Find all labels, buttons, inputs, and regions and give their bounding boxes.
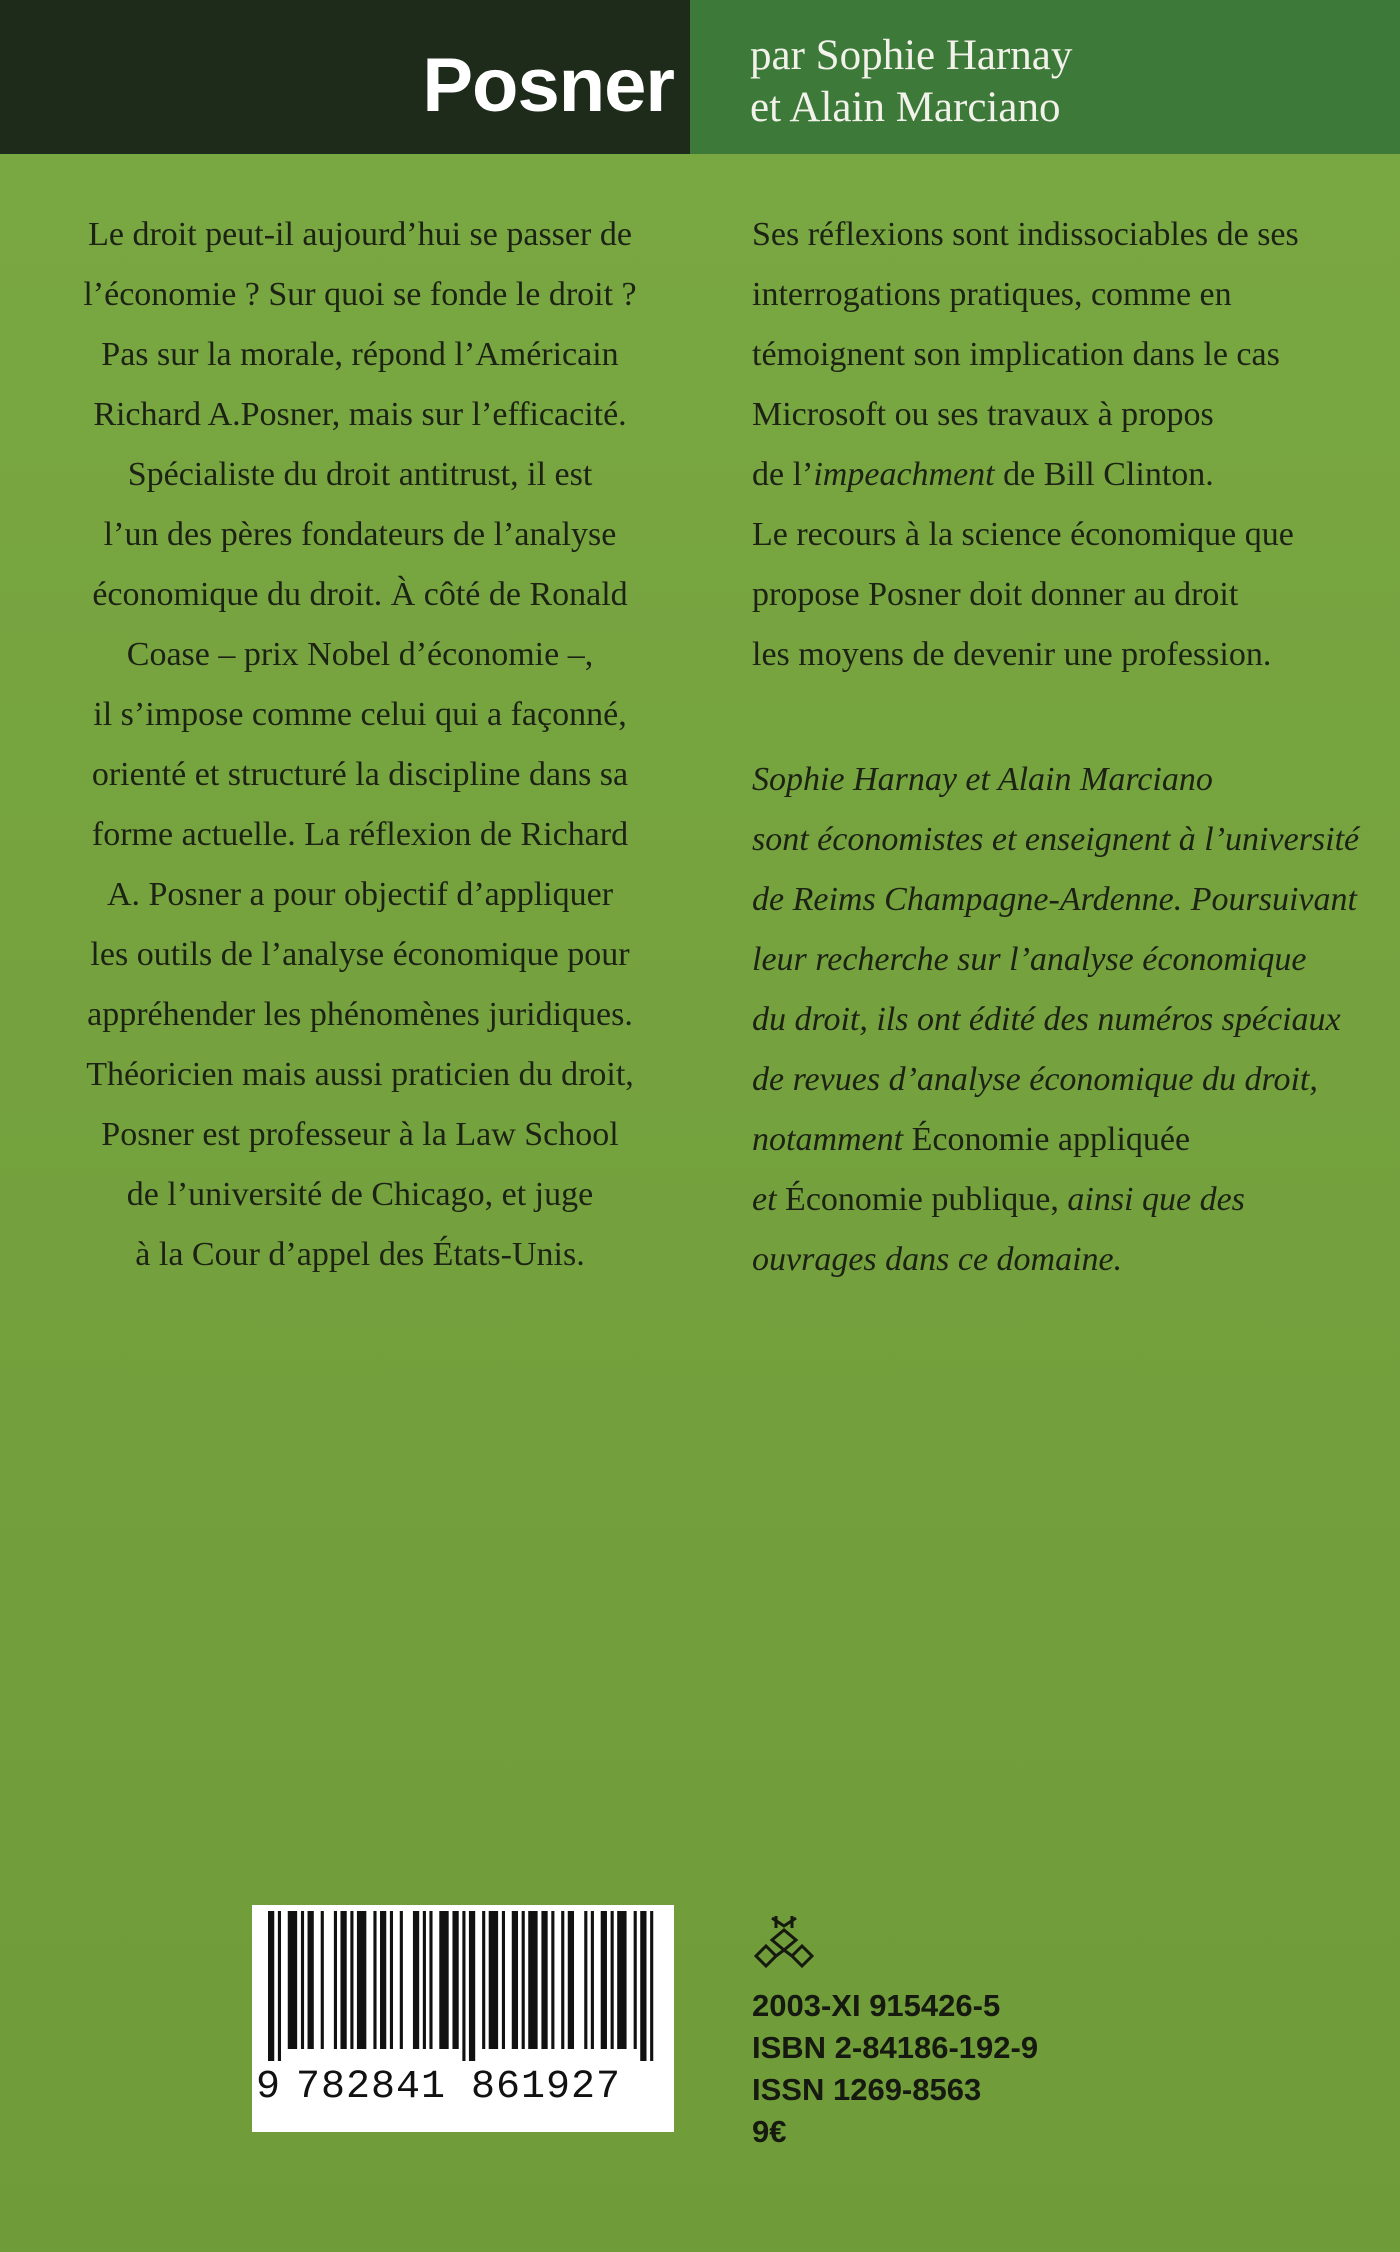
barcode-bar [400,1911,403,2049]
author-bio [752,750,1382,1290]
text-line: économique du droit. À côté de Ronald [92,576,628,613]
barcode-bar [541,1911,547,2049]
barcode-bar [469,1911,475,2061]
text-line: du droit, ils ont édité des numéros spéciaux [752,1001,1341,1038]
barcode-bar [278,1911,281,2061]
book-title: Posner [422,43,674,128]
publication-codes [752,1985,1038,2153]
text-line: forme actuelle. La réflexion de Richard [91,816,629,853]
author-credit [750,30,1072,134]
barcode-bar [340,1911,346,2049]
barcode-bar [551,1911,554,2049]
text-line [752,445,1372,505]
barcode-bar [380,1911,386,2049]
barcode-bar [489,1911,498,2049]
text-line: témoignent son implication dans le cas [752,336,1280,373]
text-fragment: ainsi que des [1058,1181,1245,1218]
barcode-bar [390,1911,393,2049]
text-line [752,1170,1382,1230]
text-line: Richard A.Posner, mais sur l’efficacité. [93,396,627,433]
text-line: Sophie Harnay et Alain Marciano [752,761,1213,798]
issn-code: ISSN 1269-8563 [752,2072,982,2107]
edition-code: 2003-XI 915426-5 [752,1988,1001,2023]
barcode-bar [373,1911,376,2049]
barcode-bar [640,1911,646,2061]
barcode-bar [429,1911,432,2049]
text-line: A. Posner a pour objectif d’appliquer [106,876,614,913]
barcode-bar [584,1911,587,2049]
publisher-logo-icon [752,1912,816,1972]
text-line: interrogations pratiques, comme en [752,276,1232,313]
journal-title: Économie appliquée [903,1121,1191,1158]
barcode-bar [288,1911,297,2049]
barcode-bar [423,1911,426,2049]
barcode-bar [268,1911,274,2061]
barcode-bar [528,1911,537,2049]
text-line: à la Cour d’appel des États-Unis. [135,1236,585,1273]
price-label: 9€ [752,2114,787,2149]
text-line: il s’impose comme celui qui a façonné, [93,696,627,733]
barcode-digits: 782841 861927 [296,2065,622,2110]
text-line: de Reims Champagne-Ardenne. Poursuivant [752,881,1357,918]
text-line: Théoricien mais aussi praticien du droit, [86,1056,634,1093]
barcode-bar [439,1911,448,2049]
text-line: sont économistes et enseignent à l’université [752,821,1360,858]
barcode-bar [321,1911,324,2049]
text-line: orienté et structuré la discipline dans sa [91,756,629,793]
text-line: Le recours à la science économique que [752,516,1294,553]
isbn-barcode [252,1905,674,2132]
barcode-bar [301,1911,304,2049]
barcode-bar [350,1911,353,2049]
text-line: Coase – prix Nobel d’économie –, [126,636,594,673]
author-line: par Sophie Harnay [750,32,1073,79]
text-line: l’économie ? Sur quoi se fonde le droit ? [83,276,637,313]
barcode-bar [634,1911,637,2049]
text-line: Ses réflexions sont indissociables de ses [752,216,1299,253]
barcode-bar [452,1911,458,2049]
text-line [752,1110,1382,1170]
text-line: leur recherche sur l’analyse économique [752,941,1307,978]
text-line: de l’université de Chicago, et juge [126,1176,594,1213]
summary-left-column [40,205,680,1285]
text-fragment: notamment [752,1121,904,1158]
text-line: appréhender les phénomènes juridiques. [87,996,633,1033]
barcode-bar [522,1911,525,2049]
text-line: propose Posner doit donner au droit [752,576,1239,613]
text-line: Pas sur la morale, répond l’Américain [101,336,619,373]
text-line: les moyens de devenir une profession. [752,636,1272,673]
text-line: Posner est professeur à la Law School [101,1116,619,1153]
journal-title: Économie publique, [776,1181,1059,1218]
barcode-bar [502,1911,505,2049]
text-line: l’un des pères fondateurs de l’analyse [103,516,617,553]
barcode-bar [568,1911,574,2049]
barcode-bar [601,1911,607,2049]
isbn-code: ISBN 2-84186-192-9 [752,2030,1039,2065]
barcode-bar [462,1911,465,2061]
barcode-bar [512,1911,518,2049]
text-fragment: de l’ [752,456,814,493]
barcode-bar [650,1911,653,2061]
barcode-bar [482,1911,485,2049]
text-line: Spécialiste du droit antitrust, il est [127,456,593,493]
text-fragment: de Bill Clinton. [994,456,1214,493]
text-line: Microsoft ou ses travaux à propos [752,396,1214,433]
barcode-bars [268,1911,660,2061]
text-line: ouvrages dans ce domaine. [752,1241,1123,1278]
text-line: de revues d’analyse économique du droit, [752,1061,1318,1098]
barcode-first-digit: 9 [256,2065,281,2110]
barcode-bar [591,1911,594,2049]
barcode-bar [413,1911,419,2049]
emphasis-text: impeachment [813,456,995,493]
barcode-bar [308,1911,314,2049]
barcode-bar [357,1911,366,2049]
text-line: Le droit peut-il aujourd’hui se passer de [88,216,632,253]
author-line: et Alain Marciano [750,84,1061,131]
text-line: les outils de l’analyse économique pour [90,936,630,973]
barcode-bar [617,1911,626,2049]
summary-right-column [752,205,1372,685]
barcode-bar [334,1911,337,2049]
barcode-bar [561,1911,564,2049]
text-fragment: et [752,1181,777,1218]
barcode-number [252,2063,674,2113]
barcode-bar [611,1911,614,2049]
